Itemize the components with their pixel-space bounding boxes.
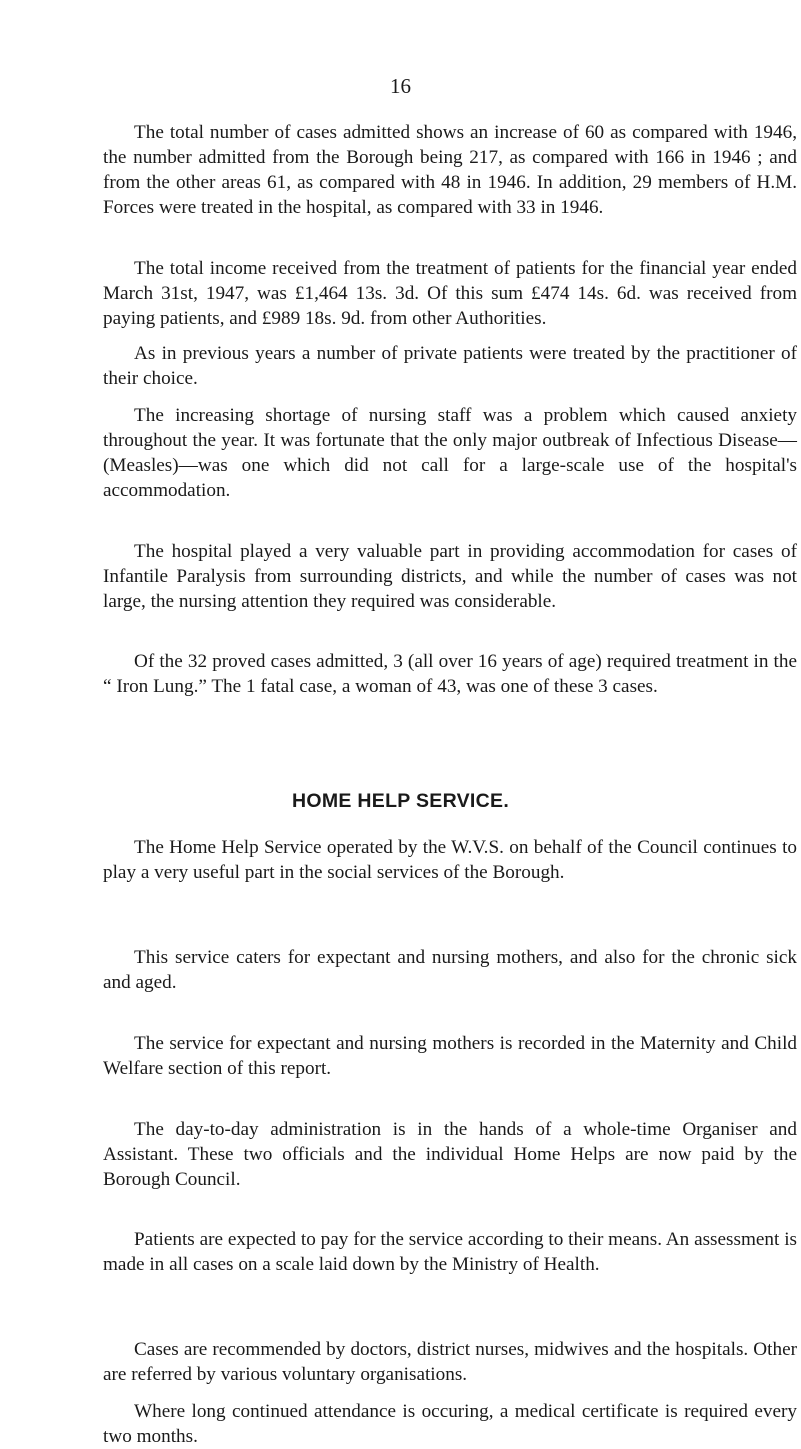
paragraph-iron-lung: Of the 32 proved cases admitted, 3 (all over 16 years of age) required treatment in the “ Iron Lung.” The 1 fatal case, a woman of 43, was one of these 3 cases. bbox=[103, 651, 797, 697]
section-heading-home-help: HOME HELP SERVICE. bbox=[291, 790, 510, 812]
paragraph-administration: The day-to-day administration is in the hands of a whole-time Organiser and Assistant. These two officials and the individual Home Helps are now paid by the Borough Council. bbox=[103, 1119, 797, 1190]
page-number: 16 bbox=[390, 74, 411, 98]
paragraph-maternity-reference: The service for expectant and nursing mothers is recorded in the Maternity and Child Welfare section of this report. bbox=[103, 1033, 797, 1079]
paragraph-admissions: The total number of cases admitted shows an increase of 60 as compared with 1946, the number admitted from the Borough being 217, as compared with 166 in 1946 ; and from the other areas 61, as compared with 48 in 1946. In addition, 29 members of H.M. Forces were treated in the hospital, as compared with 33 in 1946. bbox=[103, 122, 797, 218]
paragraph-nursing-shortage: The increasing shortage of nursing staff was a problem which caused anxiety throughout the year. It was fortunate that the only major outbreak of Infectious Disease—(Measles)—was one which did not call for a large-scale use of the hospital's accommodation. bbox=[103, 405, 797, 501]
paragraph-infantile-paralysis: The hospital played a very valuable part in providing accommodation for cases of Infantile Paralysis from surrounding districts, and while the number of cases was not large, the nursing attention they required was considerable. bbox=[103, 541, 797, 612]
paragraph-home-help-intro: The Home Help Service operated by the W.V.S. on behalf of the Council continues to play a very useful part in the social services of the Borough. bbox=[103, 837, 797, 883]
paragraph-service-scope: This service caters for expectant and nursing mothers, and also for the chronic sick and aged. bbox=[103, 947, 797, 993]
paragraph-medical-certificate: Where long continued attendance is occuring, a medical certificate is required every two months. bbox=[103, 1401, 797, 1447]
paragraph-income: The total income received from the treatment of patients for the financial year ended March 31st, 1947, was £1,464 13s. 3d. Of this sum £474 14s. 6d. was received from paying patients, and £989 18s. 9d. from other Authorities. bbox=[103, 258, 797, 329]
paragraph-payment: Patients are expected to pay for the service according to their means. An assessment is made in all cases on a scale laid down by the Ministry of Health. bbox=[103, 1229, 797, 1275]
paragraph-referrals: Cases are recommended by doctors, district nurses, midwives and the hospitals. Other are referred by various voluntary organisations. bbox=[103, 1339, 797, 1385]
paragraph-private-patients: As in previous years a number of private patients were treated by the practitioner of their choice. bbox=[103, 343, 797, 389]
